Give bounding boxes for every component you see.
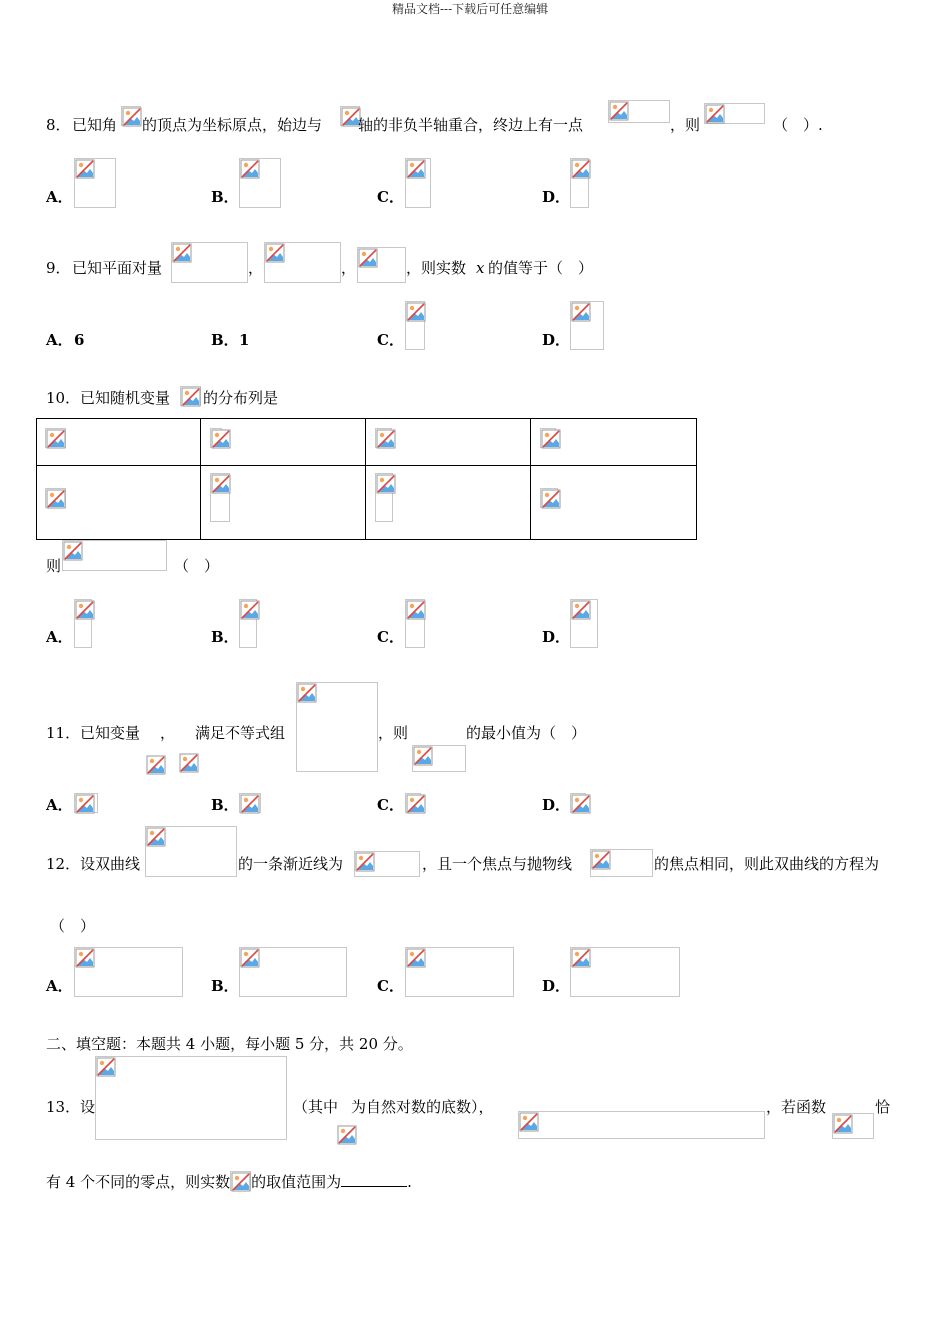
q11-comma: ， <box>160 724 176 742</box>
q10-text-1: 已知随机变量 <box>80 389 171 407</box>
q9-text-1: 已知平面对量 <box>72 259 163 277</box>
q13-text-4: ，若函数 <box>766 1098 827 1116</box>
q8-text-1: 已知角 <box>72 116 118 134</box>
q9-option-b-label: B． <box>211 331 239 349</box>
q8-text-3: 轴的非负半轴重合，终边上有一点 <box>358 116 584 134</box>
formula-image <box>145 754 162 773</box>
q8-option-b-label: B． <box>211 188 239 206</box>
q13-text-2: （其中 <box>293 1098 339 1116</box>
q13-text-5: 恰 <box>875 1098 891 1116</box>
q9-text-3: 的值等于（ ） <box>488 259 594 277</box>
q12-option-d-label: D． <box>542 977 571 995</box>
q11-number: 11． <box>46 724 81 742</box>
q12-text-1: 设双曲线 <box>80 855 141 873</box>
q9-option-d-label: D． <box>542 331 571 349</box>
q8-option-c-image <box>405 158 431 208</box>
q8-text-5: （ ）. <box>773 116 823 134</box>
q9-option-a-label: A． <box>46 331 73 349</box>
formula-image <box>62 540 167 571</box>
q11-option-b-label: B． <box>211 796 239 814</box>
table-cell-image <box>375 473 393 522</box>
table-cell-image <box>45 488 66 508</box>
q12-option-c-image <box>405 947 514 997</box>
formula-image <box>95 1056 287 1140</box>
q9-option-c-label: C． <box>377 331 404 349</box>
q10-option-c-image <box>405 599 425 648</box>
q8-option-d-label: D． <box>542 188 571 206</box>
q12-option-b-label: B． <box>211 977 239 995</box>
q11-text-2: 满足不等式组 <box>195 724 286 742</box>
q13-number: 13． <box>46 1098 81 1116</box>
formula-image <box>145 826 237 877</box>
q12-option-c-label: C． <box>377 977 404 995</box>
q13-line2-text-b: 的取值范围为 <box>251 1173 342 1191</box>
q8-option-b-image <box>239 158 281 208</box>
formula-image <box>121 106 141 126</box>
q10-text-4: （ ） <box>174 557 220 575</box>
table-col-divider <box>365 418 366 539</box>
q12-text-2: 的一条渐近线为 <box>238 855 344 873</box>
table-cell-image <box>210 473 230 522</box>
q10-option-a-image <box>74 599 92 648</box>
table-cell-image <box>210 428 222 448</box>
q10-option-d-image <box>570 599 598 648</box>
formula-image <box>230 1171 251 1191</box>
formula-image <box>296 682 378 772</box>
q10-text-2: 的分布列是 <box>203 389 279 407</box>
formula-image <box>171 242 248 283</box>
page-header: 精品文档---下载后可任意编辑 <box>392 2 549 16</box>
q10-number: 10． <box>46 389 81 407</box>
table-col-divider <box>530 418 531 539</box>
q11-option-c-image <box>405 793 421 813</box>
q12-text-4: 的焦点相同，则此双曲线的方程为 <box>654 855 880 873</box>
q10-option-b-image <box>239 599 257 648</box>
q8-text-2: 的顶点为坐标原点，始边与 <box>142 116 323 134</box>
q8-option-c-label: C． <box>377 188 404 206</box>
q10-option-c-label: C． <box>377 628 404 646</box>
formula-image <box>608 100 670 123</box>
q12-option-a-label: A． <box>46 977 73 995</box>
q10-text-3: 则 <box>46 557 62 575</box>
table-row-divider <box>36 465 696 466</box>
formula-image <box>704 103 765 124</box>
formula-image <box>264 242 341 283</box>
table-col-divider <box>200 418 201 539</box>
q9-sep-1: ， <box>248 259 264 277</box>
q12-number: 12． <box>46 855 81 873</box>
answer-blank[interactable] <box>341 1172 407 1187</box>
formula-image <box>340 106 360 126</box>
q12-text-5: （ ） <box>50 917 96 935</box>
q11-option-d-label: D． <box>542 796 571 814</box>
table-cell-image <box>540 488 558 508</box>
formula-image <box>412 745 466 772</box>
formula-image <box>590 849 653 877</box>
q13-text-3: 为自然对数的底数）， <box>351 1098 494 1116</box>
q9-option-b-value: 1 <box>239 331 250 349</box>
q11-option-c-label: C． <box>377 796 404 814</box>
q11-option-a-image <box>74 793 98 813</box>
q11-option-b-image <box>239 793 261 813</box>
q10-option-d-label: D． <box>542 628 571 646</box>
q11-text-3: ，则 <box>378 724 409 742</box>
formula-image <box>518 1111 765 1139</box>
q12-option-d-image <box>570 947 680 997</box>
section-2-title: 二、填空题：本题共 4 小题，每小题 5 分，共 20 分。 <box>46 1035 413 1053</box>
q13-line2-text-a: 有 4 个不同的零点，则实数 <box>46 1173 231 1191</box>
table-cell-image <box>45 428 66 448</box>
q9-option-a-value: 6 <box>74 331 85 349</box>
q8-option-d-image <box>570 158 589 208</box>
q11-option-d-image <box>570 793 586 813</box>
q9-option-c-image <box>405 301 425 350</box>
q8-number: 8． <box>46 116 71 134</box>
formula-image <box>336 1124 351 1140</box>
q11-text-4: 的最小值为（ ） <box>466 724 587 742</box>
formula-image <box>180 386 201 406</box>
distribution-table <box>36 418 697 540</box>
q9-sep-2: ， <box>341 259 357 277</box>
q8-text-4: ，则 <box>670 116 701 134</box>
table-cell-image <box>375 428 392 448</box>
table-cell-image <box>540 428 556 448</box>
q12-text-3: ，且一个焦点与抛物线 <box>422 855 573 873</box>
q13-text-1: 设 <box>80 1098 96 1116</box>
q9-text-2: ，则实数 <box>406 259 467 277</box>
formula-image <box>354 851 420 877</box>
q13-line2-text-c: . <box>407 1173 412 1191</box>
formula-image <box>357 247 406 283</box>
q8-option-a-label: A． <box>46 188 73 206</box>
q12-option-a-image <box>74 947 183 997</box>
formula-image <box>832 1113 874 1139</box>
q9-option-d-image <box>570 301 604 350</box>
formula-image <box>178 752 195 772</box>
q10-option-a-label: A． <box>46 628 73 646</box>
q11-text-1: 已知变量 <box>80 724 141 742</box>
q8-option-a-image <box>74 158 116 208</box>
q12-option-b-image <box>239 947 347 997</box>
q11-option-a-label: A． <box>46 796 73 814</box>
q13-line2 <box>46 1171 412 1192</box>
q9-variable: x <box>476 259 485 277</box>
q9-number: 9． <box>46 259 71 277</box>
q10-option-b-label: B． <box>211 628 239 646</box>
